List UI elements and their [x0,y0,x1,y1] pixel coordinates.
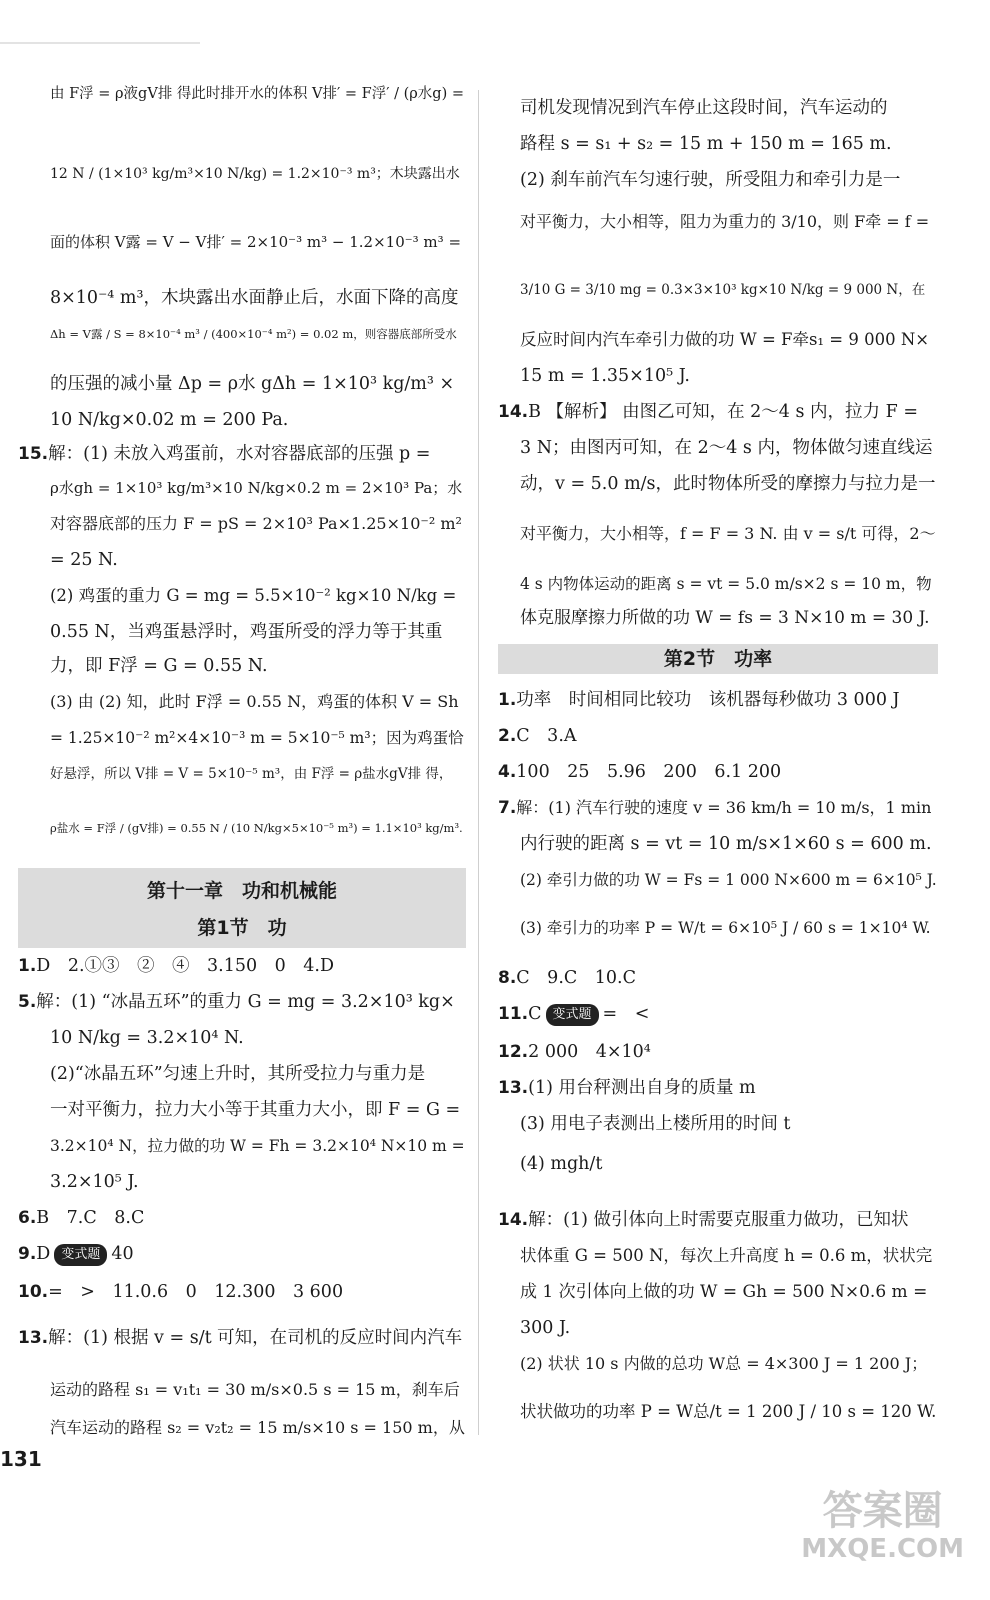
right-line: (2) 牵引力做的功 W = Fs = 1 000 N×600 m = 6×10⁵ J. [520,871,937,889]
right-line: (2) 刹车前汽车匀速行驶，所受阻力和牵引力是一 [520,170,901,190]
left-line: 力，即 F浮 = G = 0.55 N. [50,656,268,676]
left-line [18,992,455,1012]
right-line [498,690,900,710]
left-line: 对容器底部的压力 F = pS = 2×10³ Pa×1.25×10⁻² m² [50,514,462,533]
right-line [498,1078,756,1098]
right-line: 状体重 G = 500 N，每次上升高度 h = 0.6 m，状状完 [520,1246,933,1265]
right-line [498,1004,649,1026]
question-number: 5. [18,992,37,1012]
watermark [801,1488,964,1564]
answer-text: 解：(1) 做引体向上时需要克服重力做功，已知状 [528,1210,909,1230]
left-line: 汽车运动的路程 s₂ = v₂t₂ = 15 m/s×10 s = 150 m，从 [50,1418,465,1437]
left-line [18,1328,462,1348]
left-line: 3.2×10⁵ J. [50,1172,139,1192]
variant-badge: 变式题 [54,1244,107,1266]
page-number: 131 [0,1447,42,1471]
right-line [498,1210,908,1230]
question-number: 9. [18,1244,37,1264]
answer-text: = > 11.0.6 0 12.300 3 600 [48,1282,344,1302]
right-line: (3) 牵引力的功率 P = W/t = 6×10⁵ J / 60 s = 1×10⁴ W. [520,919,931,937]
question-number: 11. [498,1004,529,1024]
left-line: 好悬浮，所以 V排 = V = 5×10⁻⁵ m³，由 F浮 = ρ盐水gV排 得， [50,766,453,782]
question-number: 6. [18,1208,37,1228]
chapter-banner [18,868,466,948]
answer-text: 40 [111,1244,134,1264]
left-line: 一对平衡力，拉力大小等于其重力大小，即 F = G = [50,1100,461,1120]
question-number: 15. [18,444,49,464]
left-line: ρ盐水 = F浮 / (gV排) = 0.55 N / (10 N/kg×5×10⁻⁵ m³) = 1.1×10³ kg/m³. [50,821,463,835]
question-number: 2. [498,726,517,746]
left-line [18,1208,144,1228]
column-divider [478,90,479,1435]
answer-text: 解：(1) 根据 v = s/t 可知，在司机的反应时间内汽车 [48,1328,463,1348]
right-line: 对平衡力，大小相等，f = F = 3 N. 由 v = s/t 可得，2～ [520,524,936,543]
left-line: = 25 N. [50,550,118,570]
left-line: 由 F浮 = ρ液gV排 得此时排开水的体积 V排′ = F浮′ / (ρ水g) = [50,86,464,102]
watermark-logo-text: 答案圈 [822,1488,943,1534]
question-number: 8. [498,968,517,988]
right-line: 动，v = 5.0 m/s，此时物体所受的摩擦力与拉力是一 [520,474,936,494]
variant-badge: 变式题 [546,1004,599,1026]
left-line: Δh = V露 / S = 8×10⁻⁴ m³ / (400×10⁻⁴ m²) = 0.02 m，则容器底部所受水 [50,327,457,341]
right-line [498,1042,651,1062]
right-line: (2) 状状 10 s 内做的总功 W总 = 4×300 J = 1 200 J； [520,1354,928,1373]
question-number: 1. [18,956,37,976]
right-line [498,798,931,818]
right-line [498,726,577,746]
question-number: 14. [498,1210,529,1230]
answer-text: C 9.C 10.C [516,968,636,988]
left-line: 8×10⁻⁴ m³，木块露出水面静止后，水面下降的高度 [50,288,459,308]
right-line: 体克服摩擦力所做的功 W = fs = 3 N×10 m = 30 J. [520,608,930,628]
left-line: ρ水gh = 1×10³ kg/m³×10 N/kg×0.2 m = 2×10³ Pa；水 [50,479,463,497]
left-line: 的压强的减小量 Δp = ρ水 gΔh = 1×10³ kg/m³ × [50,374,455,394]
question-number: 12. [498,1042,529,1062]
right-line: 3 N；由图丙可知，在 2～4 s 内，物体做匀速直线运 [520,438,933,458]
right-line: 15 m = 1.35×10⁵ J. [520,366,690,386]
left-line [18,956,334,976]
right-line [498,762,781,782]
right-line: 司机发现情况到汽车停止这段时间，汽车运动的 [520,98,888,118]
right-line: (4) mgh/t [520,1154,603,1174]
right-line [498,402,918,422]
answer-text: 100 25 5.96 200 6.1 200 [516,762,782,782]
left-line: 12 N / (1×10³ kg/m³×10 N/kg) = 1.2×10⁻³ m³；木块露出水 [50,166,460,182]
right-line: 内行驶的距离 s = vt = 10 m/s×1×60 s = 600 m. [520,834,932,854]
question-number: 14. [498,402,529,422]
section-2-banner [498,644,938,674]
right-line [498,968,636,988]
question-number: 13. [498,1078,529,1098]
right-line: (3) 用电子表测出上楼所用的时间 t [520,1114,791,1134]
section-1-title: 第1节 功 [197,917,287,939]
left-line: 运动的路程 s₁ = v₁t₁ = 30 m/s×0.5 s = 15 m，刹车后 [50,1380,460,1399]
question-number: 7. [498,798,517,818]
answer-text: 解：(1) 汽车行驶的速度 v = 36 km/h = 10 m/s，1 min [516,798,932,817]
left-line: = 1.25×10⁻² m²×4×10⁻³ m = 5×10⁻⁵ m³；因为鸡蛋恰 [50,729,464,747]
right-line: 成 1 次引体向上做的功 W = Gh = 500 N×0.6 m = [520,1282,928,1302]
header-rule [0,42,200,44]
left-line: 10 N/kg×0.02 m = 200 Pa. [50,410,289,430]
question-number: 4. [498,762,517,782]
answer-text: 解：(1) 未放入鸡蛋前，水对容器底部的压强 p = [48,444,431,464]
right-line: 300 J. [520,1318,571,1338]
left-line [18,444,430,464]
answer-text: C 3.A [516,726,577,746]
question-number: 1. [498,690,517,710]
watermark-url: MXQE.COM [801,1534,964,1564]
question-number: 10. [18,1282,49,1302]
chapter-title: 第十一章 功和机械能 [146,880,337,902]
right-line: 3/10 G = 3/10 mg = 0.3×3×10³ kg×10 N/kg = 9 000 N，在 [520,282,926,298]
answer-text: 功率 时间相同比较功 该机器每秒做功 3 000 J [516,690,900,710]
right-line: 路程 s = s₁ + s₂ = 15 m + 150 m = 165 m. [520,134,892,154]
answer-text: C [528,1004,542,1024]
question-number: 13. [18,1328,49,1348]
answer-text: 解：(1) “冰晶五环”的重力 G = mg = 3.2×10³ kg× [36,992,455,1012]
answer-text: D [36,1244,51,1264]
right-line: 对平衡力，大小相等，阻力为重力的 3/10，则 F牵 = f = [520,212,930,231]
left-line: 3.2×10⁴ N，拉力做的功 W = Fh = 3.2×10⁴ N×10 m = [50,1137,465,1155]
answer-text: D 2.①③ ② ④ 3.150 0 4.D [36,956,334,976]
left-line [18,1244,134,1266]
left-line: 面的体积 V露 = V − V排′ = 2×10⁻³ m³ − 1.2×10⁻³ m³ = [50,233,462,251]
answer-text: 2 000 4×10⁴ [528,1042,651,1062]
section-2-title: 第2节 功率 [663,648,773,670]
left-line: (2) 鸡蛋的重力 G = mg = 5.5×10⁻² kg×10 N/kg = [50,586,457,605]
left-line [18,1282,343,1302]
answer-text: B 7.C 8.C [36,1208,145,1228]
right-line: 状状做功的功率 P = W总/t = 1 200 J / 10 s = 120 W. [520,1402,937,1421]
answer-text: (1) 用台秤测出自身的质量 m [528,1078,756,1098]
answer-text: = < [602,1004,650,1024]
left-line: 0.55 N，当鸡蛋悬浮时，鸡蛋所受的浮力等于其重 [50,622,443,642]
answer-text: B 【解析】 由图乙可知，在 2～4 s 内，拉力 F = [528,402,918,422]
left-line: (3) 由 (2) 知，此时 F浮 = 0.55 N，鸡蛋的体积 V = Sh [50,692,459,711]
right-line: 反应时间内汽车牵引力做的功 W = F牵s₁ = 9 000 N× [520,330,930,349]
left-line: 10 N/kg = 3.2×10⁴ N. [50,1028,244,1048]
left-line: (2)“冰晶五环”匀速上升时，其所受拉力与重力是 [50,1064,426,1084]
right-line: 4 s 内物体运动的距离 s = vt = 5.0 m/s×2 s = 10 m，物 [520,575,932,593]
